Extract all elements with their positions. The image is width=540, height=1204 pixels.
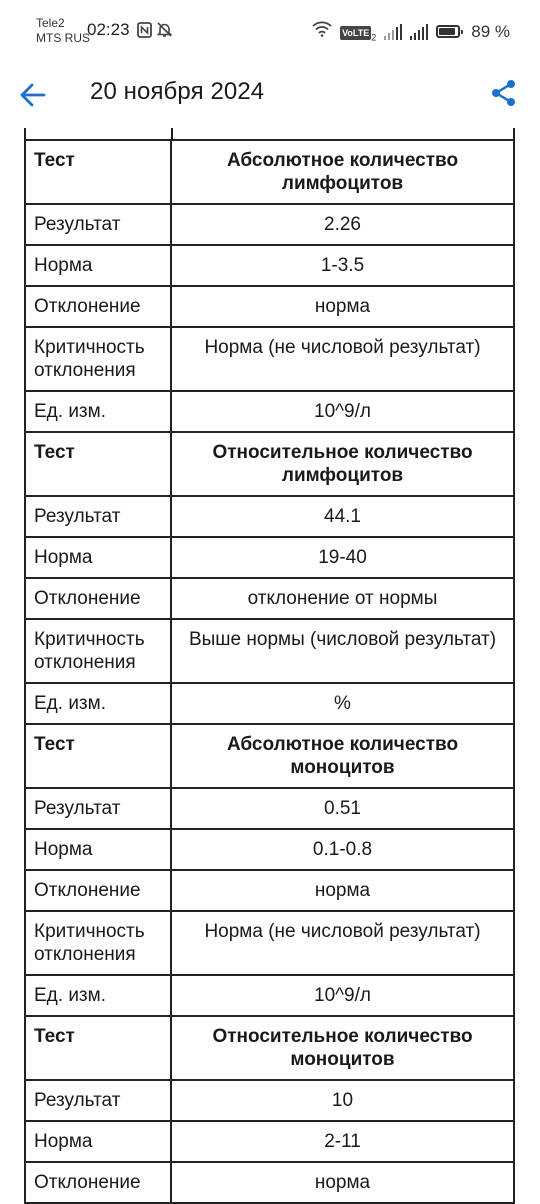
carrier-2: MTS RUS [36, 31, 90, 45]
row-value: норма [171, 286, 514, 327]
table-row [25, 788, 514, 829]
carrier-names [36, 16, 90, 46]
row-label: Отклонение [25, 870, 171, 911]
test-header-row [25, 432, 514, 496]
results-table [24, 139, 515, 1204]
row-value: отклонение от нормы [171, 578, 514, 619]
status-time: 02:23 [87, 20, 130, 39]
test-header-row [25, 724, 514, 788]
signal-sim2-icon [410, 24, 428, 40]
row-value: 10^9/л [171, 391, 514, 432]
table-row [25, 975, 514, 1016]
volte-sim-number: 2 [371, 32, 377, 43]
row-label: Результат [25, 1080, 171, 1121]
signal-sim1-icon [384, 24, 402, 40]
row-label: Отклонение [25, 286, 171, 327]
row-label: Норма [25, 537, 171, 578]
row-value: Относительное количество моноцитов [171, 1016, 514, 1080]
row-label: Тест [25, 1016, 171, 1080]
row-label: Отклонение [25, 578, 171, 619]
table-row [25, 870, 514, 911]
row-label: Норма [25, 829, 171, 870]
row-label: Ед. изм. [25, 683, 171, 724]
nfc-icon [137, 22, 152, 41]
wifi-icon [312, 21, 332, 42]
status-right [312, 21, 510, 42]
table-row [25, 1080, 514, 1121]
table-row [25, 829, 514, 870]
arrow-left-icon [18, 80, 48, 110]
status-bar [0, 0, 540, 62]
app-header [0, 62, 540, 128]
carrier-1: Tele2 [36, 16, 65, 30]
row-value: 44.1 [171, 496, 514, 537]
row-value: Относительное количество лимфоцитов [171, 432, 514, 496]
row-value: 0.51 [171, 788, 514, 829]
table-row [25, 286, 514, 327]
table-row [25, 911, 514, 975]
results-scroll-area[interactable] [0, 128, 540, 1193]
row-label: Норма [25, 245, 171, 286]
test-header-row [25, 1016, 514, 1080]
row-value: Абсолютное количество моноцитов [171, 724, 514, 788]
row-value: 10^9/л [171, 975, 514, 1016]
row-value: Норма (не числовой результат) [171, 327, 514, 391]
row-value: 1-3.5 [171, 245, 514, 286]
table-row [25, 1162, 514, 1203]
share-button[interactable] [490, 78, 518, 108]
table-row [25, 683, 514, 724]
volte-badge: VoLTE $_2$ [342, 28, 377, 43]
page-title: 20 ноября 2024 [90, 78, 265, 105]
row-label: Тест [25, 724, 171, 788]
row-label: Результат [25, 204, 171, 245]
row-value: норма [171, 870, 514, 911]
table-row [25, 245, 514, 286]
bell-muted-icon [156, 21, 173, 41]
row-label: Критичность отклонения [25, 911, 171, 975]
table-row [25, 537, 514, 578]
table-row [25, 578, 514, 619]
row-label: Критичность отклонения [25, 619, 171, 683]
row-value: Абсолютное количество лимфоцитов [171, 140, 514, 204]
table-row [25, 204, 514, 245]
test-header-row [25, 140, 514, 204]
row-label: Тест [25, 432, 171, 496]
table-row [25, 496, 514, 537]
row-value: % [171, 683, 514, 724]
table-row [25, 391, 514, 432]
row-value: 19-40 [171, 537, 514, 578]
row-label: Результат [25, 788, 171, 829]
row-value: 2-11 [171, 1121, 514, 1162]
row-value: 0.1-0.8 [171, 829, 514, 870]
row-label: Тест [25, 140, 171, 204]
row-label: Отклонение [25, 1162, 171, 1203]
row-value: 10 [171, 1080, 514, 1121]
row-label: Результат [25, 496, 171, 537]
row-value: норма [171, 1162, 514, 1203]
row-value: 2.26 [171, 204, 514, 245]
row-label: Норма [25, 1121, 171, 1162]
row-value: Выше нормы (числовой результат) [171, 619, 514, 683]
row-label: Ед. изм. [25, 391, 171, 432]
back-button[interactable] [18, 80, 48, 110]
row-label: Критичность отклонения [25, 327, 171, 391]
table-row [25, 327, 514, 391]
share-icon [490, 78, 518, 108]
battery-icon [436, 25, 460, 38]
table-row [25, 1121, 514, 1162]
row-label: Ед. изм. [25, 975, 171, 1016]
table-row [25, 619, 514, 683]
battery-percent: 89 % [471, 21, 510, 41]
row-value: Норма (не числовой результат) [171, 911, 514, 975]
